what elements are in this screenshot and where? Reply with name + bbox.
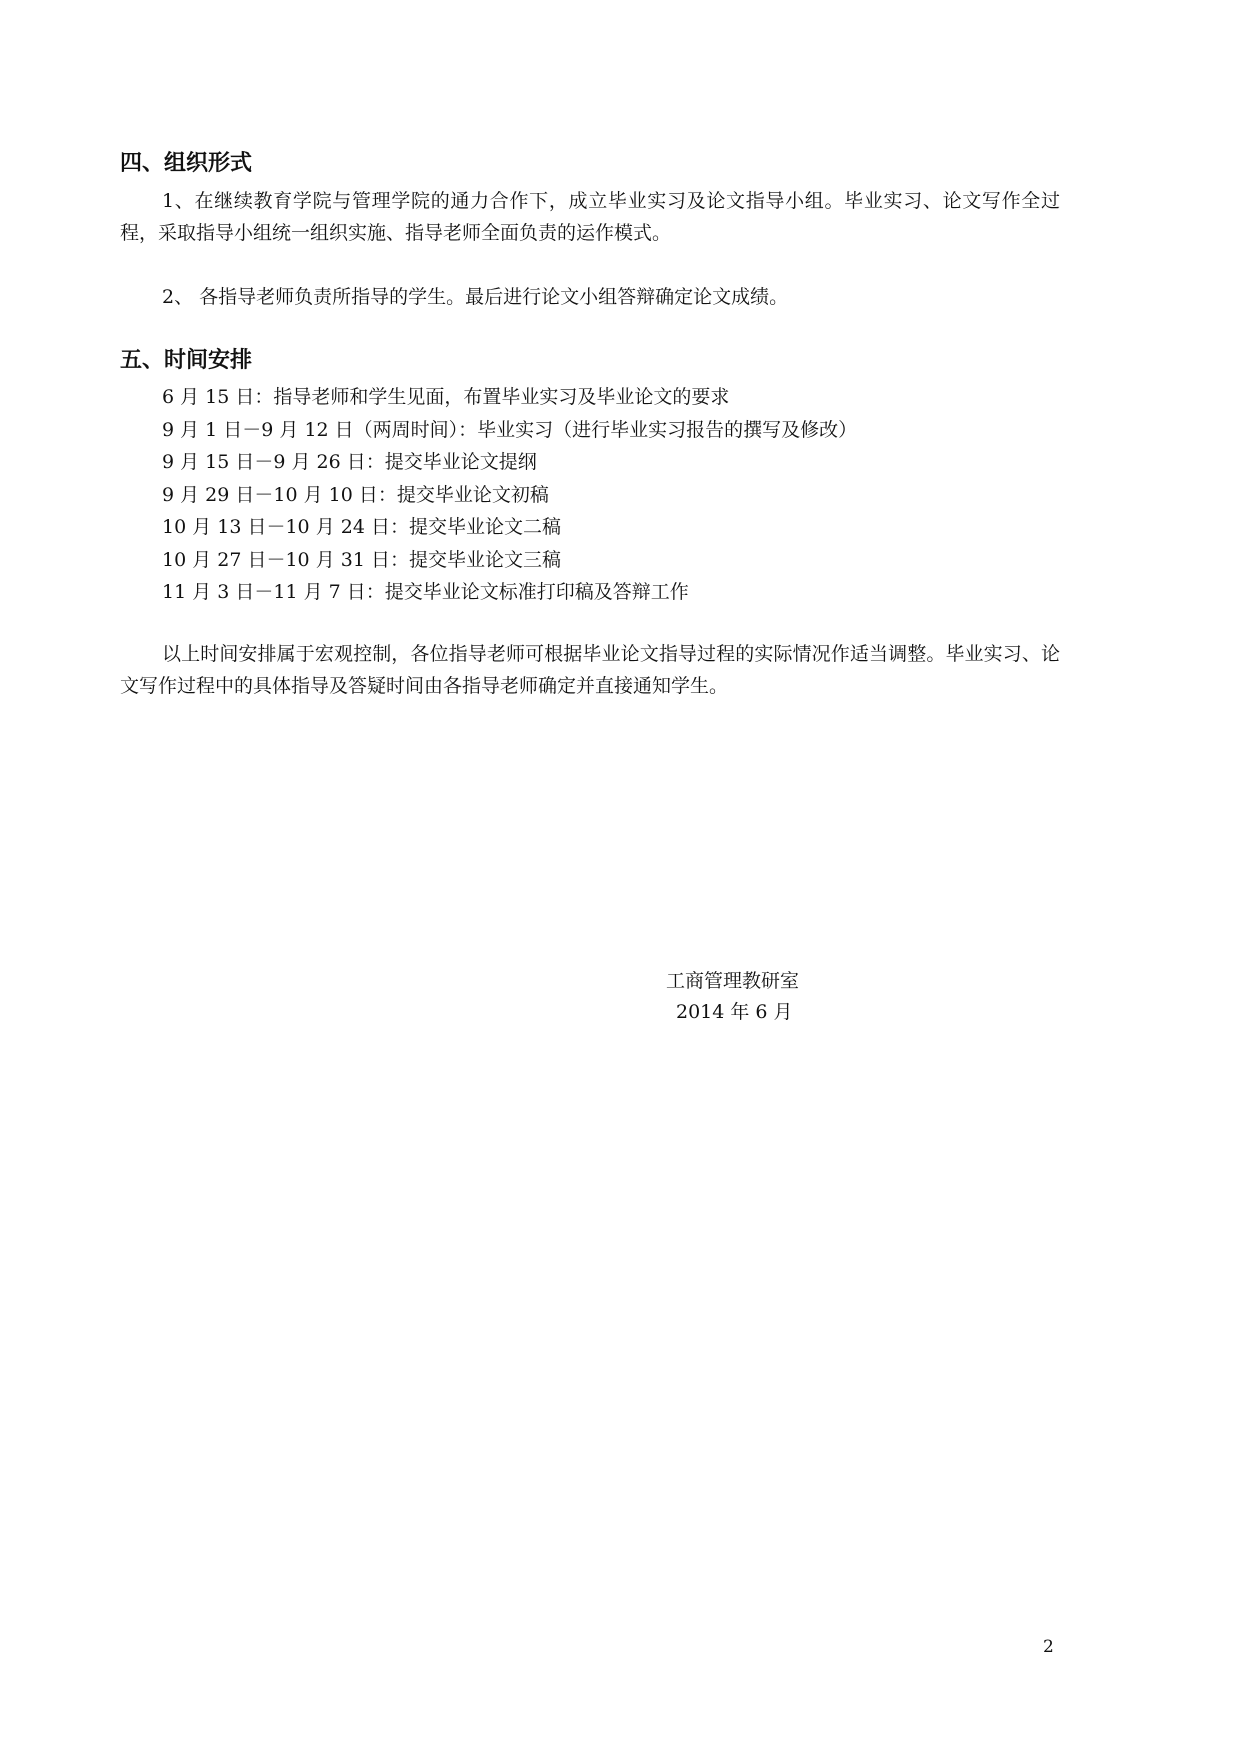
- schedule-item: 9 月 1 日－9 月 12 日（两周时间）：毕业实习（进行毕业实习报告的撰写及修改）: [162, 418, 858, 441]
- signature-office: 工商管理教研室: [666, 970, 800, 992]
- section-heading-schedule: 五、时间安排: [120, 348, 253, 373]
- section-heading-organization: 四、组织形式: [120, 151, 253, 176]
- schedule-item: 6 月 15 日：指导老师和学生见面，布置毕业实习及毕业论文的要求: [162, 386, 730, 408]
- organization-paragraph-1: 1、在继续教育学院与管理学院的通力合作下，成立毕业实习及论文指导小组。毕业实习、论文写作全过程，采取指导小组统一组织实施、指导老师全面负责的运作模式。: [120, 190, 1060, 244]
- schedule-note-paragraph: 以上时间安排属于宏观控制，各位指导老师可根据毕业论文指导过程的实际情况作适当调整。毕业实习、论文写作过程中的具体指导及答疑时间由各指导老师确定并直接通知学生。: [120, 643, 1060, 697]
- schedule-item: 10 月 27 日－10 月 31 日：提交毕业论文三稿: [162, 548, 561, 571]
- organization-paragraph-2: 2、 各指导老师负责所指导的学生。最后进行论文小组答辩确定论文成绩。: [162, 286, 789, 308]
- signature-date: 2014 年 6 月: [676, 1001, 793, 1023]
- schedule-item: 9 月 15 日－9 月 26 日：提交毕业论文提纲: [162, 451, 537, 473]
- schedule-item: 9 月 29 日－10 月 10 日：提交毕业论文初稿: [162, 483, 549, 506]
- page-number: 2: [1043, 1637, 1054, 1657]
- schedule-list: [162, 381, 857, 609]
- schedule-item: 10 月 13 日－10 月 24 日：提交毕业论文二稿: [162, 516, 561, 538]
- schedule-item: 11 月 3 日－11 月 7 日：提交毕业论文标准打印稿及答辩工作: [162, 581, 689, 603]
